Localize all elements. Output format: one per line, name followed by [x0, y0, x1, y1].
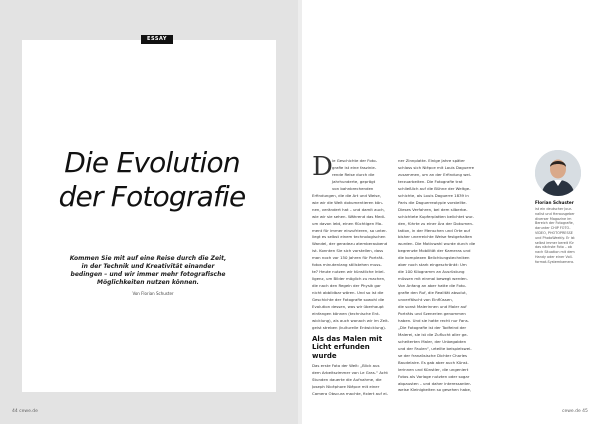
- text-line: se der französische Dichter Charles: [398, 352, 468, 358]
- text-line: Fotos als Vorlage nutzten oder sogar: [398, 373, 470, 379]
- text-line: schloss sich Niépce mit Louis Daguerre: [398, 164, 475, 170]
- text-line: „Die Fotografie ist der Todfeind der: [398, 324, 467, 330]
- text-line: schließlich auf die Bühne der Weltge-: [398, 185, 471, 191]
- text-line: schichte, als Louis Daguerre 1839 in: [398, 192, 469, 198]
- lead-line: Kommen Sie mit auf eine Reise durch die Zeit,: [69, 255, 227, 262]
- text-line: Wandel, der geradezu atemberaubend: [312, 241, 388, 247]
- section-tag: ESSAY: [141, 35, 173, 44]
- text-line: wurden. Die Motivwahl wurde durch die: [398, 241, 476, 247]
- text-line: die nach den Regeln der Physik gar: [312, 283, 381, 289]
- text-line: Erfindungen, die die Art und Weise,: [312, 192, 381, 198]
- bio-line: nalist und Herausgeber: [535, 211, 575, 216]
- bio-line: VIDEO, PHOTOPRESSE: [535, 230, 573, 235]
- text-line: die sonst Malerinnen und Maler auf: [398, 304, 467, 310]
- footer-left: 44 cewe.de: [12, 409, 38, 414]
- bio-line: format-Systemkamera.: [535, 259, 575, 264]
- text-column-2: [398, 158, 478, 394]
- text-line: Joseph Nicéphore Niépce mit einer: [312, 384, 380, 390]
- text-line: wicklung), als auch wonach wir im Zeit-: [312, 317, 390, 323]
- text-line: te? Heute nutzen wir künstliche Intel-: [312, 269, 385, 275]
- text-line: fotos minutenlang stillstehen muss-: [312, 262, 382, 268]
- bio-line: darunter CHIP FOTO-: [535, 226, 571, 231]
- bio-line: das nächste Foto – ob: [535, 245, 572, 250]
- footer-right: cewe.de 45: [562, 409, 588, 414]
- text-line: grafie den Ruf, die Realität absolut,: [398, 290, 467, 296]
- text-line: weise Kleinigkeiten so gesehen habe,: [398, 387, 472, 393]
- text-line: nicht abbildbar wären. Und so ist die: [312, 290, 384, 296]
- text-line: ie Geschichte der Foto-: [332, 158, 378, 163]
- bio-line: selbst immer bereit für: [535, 240, 574, 245]
- bio-line: und PhotoWeekly. Er ist: [535, 235, 575, 240]
- text-line: Paris die Daguerreotypie vorstellte.: [398, 199, 467, 205]
- text-line: ner Zinnplatte. Einige Jahre später: [398, 158, 465, 163]
- author-portrait-icon: [535, 150, 581, 196]
- author-bio: [535, 207, 587, 265]
- text-line: wie wir sie sehen. Während das Medi-: [312, 213, 386, 219]
- lead-line: Möglichkeiten nutzen können.: [97, 279, 199, 286]
- text-line: wie wir die Welt dokumentieren kön-: [312, 199, 384, 205]
- text-line: begrenzte Mobilität der Kameras und: [398, 248, 471, 254]
- text-line: zusammen, um an der Erfindung wei-: [398, 171, 472, 177]
- text-line: schichtete Kupferplatten belichtet wur-: [398, 213, 474, 219]
- bio-line: Handy oder einer Voll-: [535, 254, 573, 259]
- text-line: ment für immer einzufrieren, so unter-: [312, 227, 387, 233]
- article-title: [42, 146, 262, 214]
- text-line: abpausten – und daher interessanter-: [398, 380, 472, 386]
- title-card: [22, 40, 276, 392]
- text-line: Dieses Verfahren, bei dem silberbe-: [398, 206, 468, 212]
- text-line: Von Anfang an aber hatte die Foto-: [398, 283, 467, 289]
- title-line: Die Evolution: [64, 146, 240, 179]
- bio-line: nach Situation mit dem: [535, 250, 575, 255]
- byline: Von Florian Schuster: [132, 291, 174, 296]
- text-line: dem Arbeitszimmer von Le Gras.“ Acht: [312, 370, 388, 376]
- text-line: liegt es selbst einem technologischen: [312, 234, 386, 240]
- title-line: der Fotografie: [58, 180, 246, 213]
- text-line: rende Reise durch die: [332, 171, 375, 177]
- text-line: bisher unerreichte Weise festgehalten: [398, 234, 473, 240]
- subheading: Als das Malen mit Licht erfunden wurde: [312, 334, 383, 360]
- text-line: Malerei, sie ist die Zuflucht aller ge-: [398, 331, 468, 337]
- lead-line: in der Technik und Kreativität einander: [81, 263, 215, 270]
- bio-line: ist ein deutscher Jour-: [535, 207, 573, 211]
- text-line: Stunden dauerte die Aufnahme, die: [312, 377, 382, 383]
- author-photo: [535, 150, 581, 196]
- text-line: und der Faulen“, urteilte beispielswei-: [398, 345, 472, 351]
- text-line: Jahrhunderte, geprägt: [332, 178, 376, 184]
- bio-line: diverser Magazine im: [535, 216, 572, 221]
- text-line: ist. Konnten Sie sich vorstellen, dass: [312, 248, 384, 254]
- text-line: tation, in der Menschen und Orte auf: [398, 227, 470, 233]
- text-line: aber noch stark eingeschränkt: Um: [398, 262, 467, 268]
- text-line: die komplexen Belichtungstechniken: [398, 255, 470, 261]
- text-line: den, führte zu einer Ära der Dokumen-: [398, 220, 474, 226]
- author-name: Florian Schuster: [535, 200, 574, 205]
- text-line: ligenz, um Bilder möglich zu machen,: [312, 276, 386, 282]
- text-line: geist streben (kulturelle Entwicklung).: [312, 324, 386, 330]
- text-line: die 100 Kilogramm an Ausrüstung: [398, 269, 465, 275]
- text-line: terzuarbeiten. Die Fotografie trat: [398, 178, 463, 184]
- text-line: müssen mit einmal bewegt werden.: [398, 276, 468, 282]
- text-line: von bahnbrechenden: [332, 185, 374, 191]
- text-line: scheiterten Maler, der Unbegabten: [398, 338, 467, 344]
- text-line: um davon lebt, einen flüchtigen Mo-: [312, 220, 383, 226]
- bio-line: Bereich der Fotografie,: [535, 221, 574, 226]
- text-line: unverfälscht von Einflüssen,: [398, 297, 453, 303]
- text-line: Das erste Foto der Welt: „Blick aus: [312, 363, 380, 369]
- drop-cap: D: [312, 152, 333, 182]
- article-lead: [58, 255, 238, 287]
- lead-line: bedingen – und wir immer mehr fotografische: [70, 271, 226, 278]
- text-line: Porträts und Szenerien genommen: [398, 310, 466, 316]
- text-line: Baudelaire. Es gab aber auch Künst-: [398, 359, 469, 365]
- text-line: Evolution dessen, was wir überhaupt: [312, 304, 384, 310]
- text-line: nen, verändert hat – und damit auch,: [312, 206, 385, 212]
- text-line: grafie ist eine faszinie-: [332, 164, 377, 170]
- text-line: haben. Und sie hatte recht nur Fans.: [398, 317, 469, 323]
- text-column-1: [312, 158, 392, 398]
- text-line: lerinnen und Künstler, die ungeniert: [398, 366, 469, 372]
- text-line: Camera Obscura machte, fixiert auf ei-: [312, 391, 388, 397]
- text-line: man noch vor 150 Jahren für Porträt-: [312, 255, 384, 261]
- text-line: Geschichte der Fotografie sowohl die: [312, 297, 385, 303]
- text-line: einfangen können (technische Ent-: [312, 310, 380, 316]
